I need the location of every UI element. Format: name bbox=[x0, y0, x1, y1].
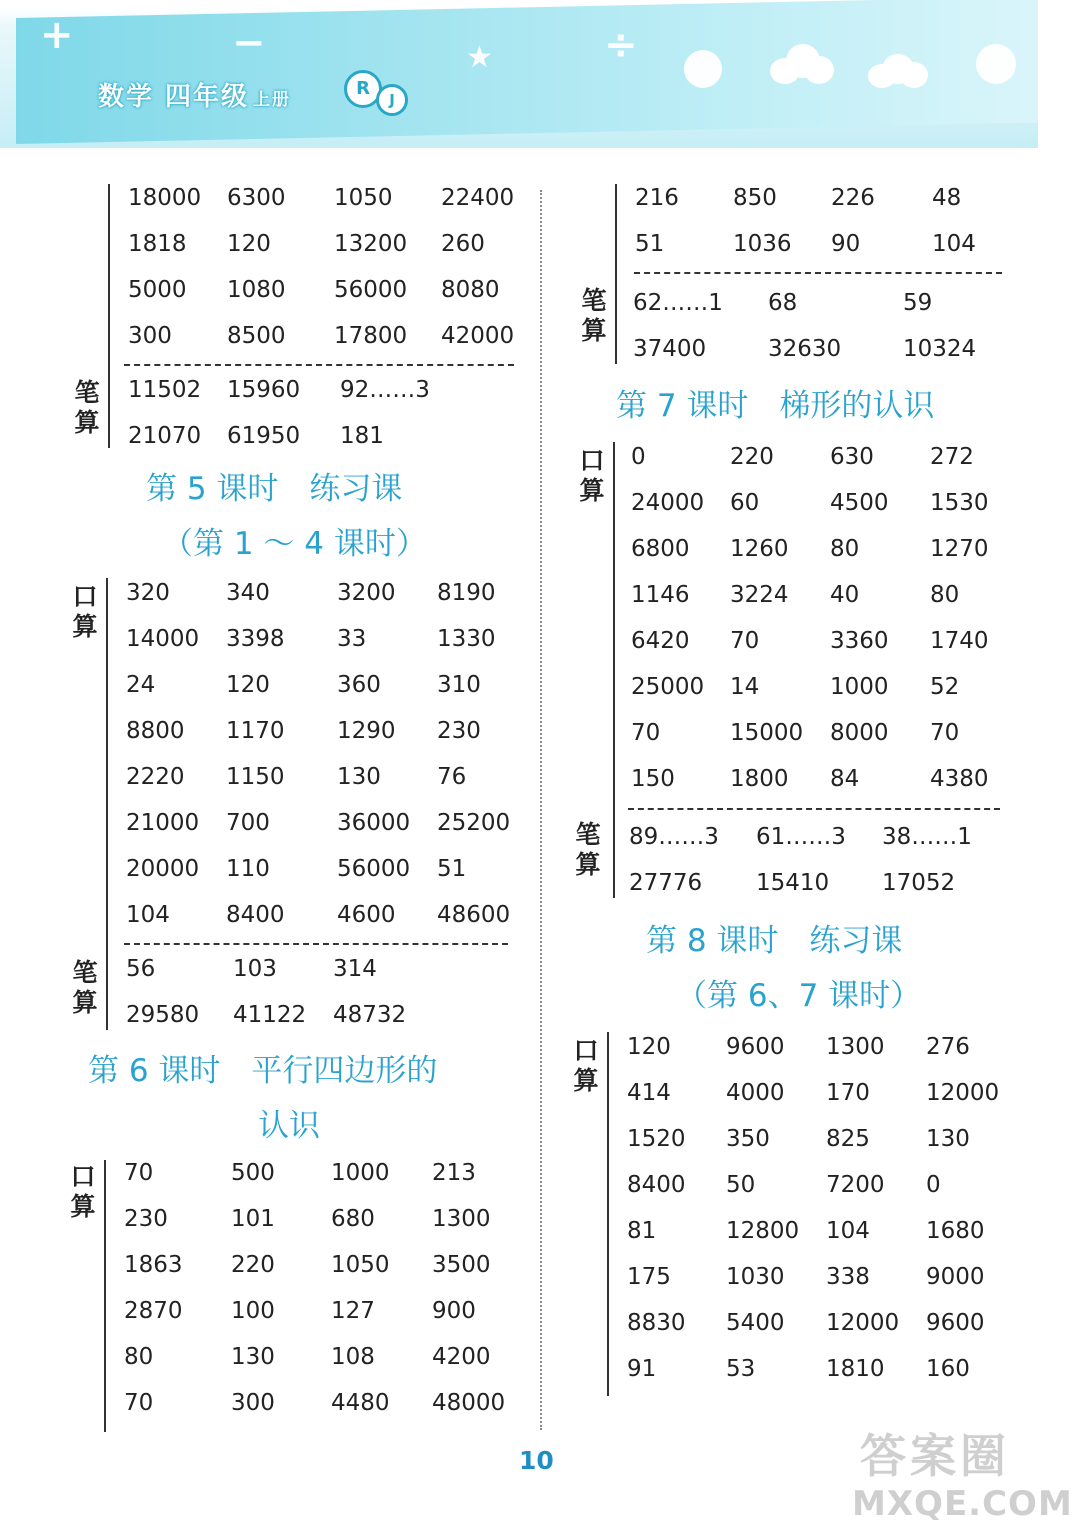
answer-cell: 8830 bbox=[627, 1310, 686, 1336]
answer-cell: 8190 bbox=[437, 580, 496, 606]
answer-cell: 6300 bbox=[227, 185, 286, 211]
answer-cell: 90 bbox=[831, 231, 861, 257]
header-banner bbox=[0, 0, 1038, 148]
answer-cell: 1260 bbox=[730, 536, 789, 562]
answer-cell: 59 bbox=[903, 290, 933, 316]
snowflake-icon bbox=[976, 44, 1016, 84]
answer-cell: 3500 bbox=[432, 1252, 491, 1278]
answer-cell: 2870 bbox=[124, 1298, 183, 1324]
right-block1-rule bbox=[615, 184, 617, 364]
answer-cell: 338 bbox=[826, 1264, 870, 1290]
answer-cell: 272 bbox=[930, 444, 974, 470]
answer-cell: 350 bbox=[726, 1126, 770, 1152]
answer-cell: 314 bbox=[333, 956, 377, 982]
answer-cell: 68 bbox=[768, 290, 798, 316]
answer-cell: 14 bbox=[730, 674, 760, 700]
answer-cell: 300 bbox=[231, 1390, 275, 1416]
answer-cell: 42000 bbox=[441, 323, 515, 349]
answer-cell: 1818 bbox=[128, 231, 187, 257]
answer-cell: 100 bbox=[231, 1298, 275, 1324]
answer-cell: 20000 bbox=[126, 856, 200, 882]
answer-cell: 8080 bbox=[441, 277, 500, 303]
answer-cell: 61……3 bbox=[756, 824, 846, 850]
oral-calc-label: 口算 bbox=[72, 582, 98, 641]
answer-cell: 127 bbox=[331, 1298, 375, 1324]
answer-cell: 230 bbox=[437, 718, 481, 744]
answer-cell: 70 bbox=[124, 1160, 154, 1186]
answer-cell: 104 bbox=[126, 902, 170, 928]
answer-cell: 8400 bbox=[627, 1172, 686, 1198]
lesson5-subheading: （第 1 ～ 4 课时） bbox=[162, 526, 427, 562]
answer-cell: 220 bbox=[730, 444, 774, 470]
answer-cell: 276 bbox=[926, 1034, 970, 1060]
left-block5-rule bbox=[106, 578, 108, 1030]
answer-cell: 21070 bbox=[128, 423, 202, 449]
answer-cell: 3398 bbox=[226, 626, 285, 652]
answer-cell: 70 bbox=[124, 1390, 154, 1416]
answer-cell: 8000 bbox=[830, 720, 889, 746]
answer-cell: 680 bbox=[331, 1206, 375, 1232]
answer-cell: 80 bbox=[124, 1344, 154, 1370]
answer-cell: 38……1 bbox=[882, 824, 972, 850]
answer-cell: 104 bbox=[826, 1218, 870, 1244]
answer-cell: 48 bbox=[932, 185, 962, 211]
answer-cell: 41122 bbox=[233, 1002, 307, 1028]
answer-cell: 260 bbox=[441, 231, 485, 257]
answer-cell: 8500 bbox=[227, 323, 286, 349]
answer-cell: 1520 bbox=[627, 1126, 686, 1152]
answer-cell: 104 bbox=[932, 231, 976, 257]
answer-cell: 216 bbox=[635, 185, 679, 211]
right-block8-rule bbox=[607, 1032, 609, 1396]
lesson8-subheading: （第 6、7 课时） bbox=[676, 978, 922, 1014]
answer-cell: 1270 bbox=[930, 536, 989, 562]
answer-cell: 1050 bbox=[334, 185, 393, 211]
answer-cell: 27776 bbox=[629, 870, 703, 896]
answer-cell: 181 bbox=[340, 423, 384, 449]
answer-cell: 9600 bbox=[726, 1034, 785, 1060]
answer-cell: 1530 bbox=[930, 490, 989, 516]
answer-cell: 15960 bbox=[227, 377, 301, 403]
answer-cell: 213 bbox=[432, 1160, 476, 1186]
answer-cell: 6420 bbox=[631, 628, 690, 654]
answer-cell: 1863 bbox=[124, 1252, 183, 1278]
answer-cell: 120 bbox=[227, 231, 271, 257]
answer-cell: 1150 bbox=[226, 764, 285, 790]
answer-cell: 1740 bbox=[930, 628, 989, 654]
answer-cell: 51 bbox=[635, 231, 665, 257]
answer-cell: 108 bbox=[331, 1344, 375, 1370]
answer-cell: 11502 bbox=[128, 377, 202, 403]
answer-cell: 170 bbox=[826, 1080, 870, 1106]
answer-cell: 25000 bbox=[631, 674, 705, 700]
answer-cell: 1680 bbox=[926, 1218, 985, 1244]
answer-cell: 160 bbox=[926, 1356, 970, 1382]
answer-cell: 84 bbox=[830, 766, 860, 792]
divider-dashed bbox=[628, 808, 1000, 810]
answer-cell: 80 bbox=[930, 582, 960, 608]
answer-cell: 4380 bbox=[930, 766, 989, 792]
star-icon: ★ bbox=[466, 40, 493, 75]
oral-calc-label: 口算 bbox=[579, 446, 605, 505]
answer-cell: 320 bbox=[126, 580, 170, 606]
answer-cell: 150 bbox=[631, 766, 675, 792]
answer-cell: 12000 bbox=[926, 1080, 1000, 1106]
answer-cell: 1030 bbox=[726, 1264, 785, 1290]
answer-cell: 62……1 bbox=[633, 290, 723, 316]
answer-cell: 4000 bbox=[726, 1080, 785, 1106]
lesson5-heading: 第 5 课时 练习课 bbox=[146, 471, 403, 507]
answer-cell: 2220 bbox=[126, 764, 185, 790]
answer-cell: 37400 bbox=[633, 336, 707, 362]
answer-cell: 0 bbox=[926, 1172, 941, 1198]
answer-cell: 60 bbox=[730, 490, 760, 516]
answer-cell: 13200 bbox=[334, 231, 408, 257]
answer-cell: 14000 bbox=[126, 626, 200, 652]
answer-cell: 12800 bbox=[726, 1218, 800, 1244]
answer-cell: 24 bbox=[126, 672, 156, 698]
answer-cell: 1290 bbox=[337, 718, 396, 744]
lesson6-heading-cont: 认识 bbox=[258, 1108, 320, 1144]
divide-icon: ÷ bbox=[604, 22, 638, 68]
badge-r: R bbox=[344, 70, 382, 108]
answer-cell: 12000 bbox=[826, 1310, 900, 1336]
plus-icon: + bbox=[40, 12, 74, 58]
answer-cell: 130 bbox=[231, 1344, 275, 1370]
written-calc-label: 笔算 bbox=[74, 378, 100, 437]
left-block1-rule bbox=[108, 184, 110, 448]
answer-cell: 630 bbox=[830, 444, 874, 470]
answer-cell: 29580 bbox=[126, 1002, 200, 1028]
divider-dashed bbox=[124, 943, 508, 945]
book-title: 数学 四年级 上册 bbox=[98, 82, 292, 112]
answer-cell: 10324 bbox=[903, 336, 977, 362]
minus-icon: − bbox=[232, 20, 266, 66]
answer-cell: 91 bbox=[627, 1356, 657, 1382]
cloud-icon bbox=[770, 44, 834, 84]
answer-cell: 3224 bbox=[730, 582, 789, 608]
answer-cell: 130 bbox=[337, 764, 381, 790]
answer-cell: 1050 bbox=[331, 1252, 390, 1278]
answer-cell: 1036 bbox=[733, 231, 792, 257]
answer-cell: 15000 bbox=[730, 720, 804, 746]
answer-cell: 340 bbox=[226, 580, 270, 606]
badge-j: J bbox=[376, 84, 408, 116]
answer-cell: 5000 bbox=[128, 277, 187, 303]
answer-cell: 1300 bbox=[826, 1034, 885, 1060]
answer-cell: 130 bbox=[926, 1126, 970, 1152]
rain-cloud-icon bbox=[868, 54, 932, 98]
answer-cell: 9000 bbox=[926, 1264, 985, 1290]
answer-cell: 220 bbox=[231, 1252, 275, 1278]
answer-cell: 8400 bbox=[226, 902, 285, 928]
answer-cell: 76 bbox=[437, 764, 467, 790]
answer-cell: 1170 bbox=[226, 718, 285, 744]
answer-cell: 1330 bbox=[437, 626, 496, 652]
answer-cell: 1146 bbox=[631, 582, 690, 608]
written-calc-label: 笔算 bbox=[575, 820, 601, 879]
answer-cell: 3360 bbox=[830, 628, 889, 654]
divider-dashed bbox=[124, 364, 514, 366]
watermark-logo: 答案圈 MXQE.COM bbox=[852, 1429, 1073, 1524]
written-calc-label: 笔算 bbox=[72, 958, 98, 1017]
answer-cell: 32630 bbox=[768, 336, 842, 362]
lesson8-heading: 第 8 课时 练习课 bbox=[646, 923, 903, 959]
answer-cell: 300 bbox=[128, 323, 172, 349]
answer-cell: 36000 bbox=[337, 810, 411, 836]
divider-dashed bbox=[634, 272, 1002, 274]
answer-cell: 56000 bbox=[337, 856, 411, 882]
answer-cell: 175 bbox=[627, 1264, 671, 1290]
answer-cell: 48000 bbox=[432, 1390, 506, 1416]
written-calc-label: 笔算 bbox=[581, 286, 607, 345]
sun-icon bbox=[684, 50, 722, 88]
oral-calc-label: 口算 bbox=[573, 1036, 599, 1095]
answer-cell: 70 bbox=[730, 628, 760, 654]
answer-cell: 7200 bbox=[826, 1172, 885, 1198]
answer-cell: 1080 bbox=[227, 277, 286, 303]
answer-cell: 21000 bbox=[126, 810, 200, 836]
answer-cell: 700 bbox=[226, 810, 270, 836]
answer-cell: 110 bbox=[226, 856, 270, 882]
answer-cell: 4200 bbox=[432, 1344, 491, 1370]
oral-calc-label: 口算 bbox=[70, 1162, 96, 1221]
answer-cell: 4500 bbox=[830, 490, 889, 516]
answer-cell: 500 bbox=[231, 1160, 275, 1186]
answer-cell: 40 bbox=[830, 582, 860, 608]
answer-cell: 53 bbox=[726, 1356, 756, 1382]
answer-cell: 50 bbox=[726, 1172, 756, 1198]
answer-cell: 4480 bbox=[331, 1390, 390, 1416]
answer-cell: 1810 bbox=[826, 1356, 885, 1382]
answer-cell: 230 bbox=[124, 1206, 168, 1232]
answer-cell: 17800 bbox=[334, 323, 408, 349]
answer-cell: 3200 bbox=[337, 580, 396, 606]
lesson7-heading: 第 7 课时 梯形的认识 bbox=[616, 388, 935, 424]
answer-cell: 24000 bbox=[631, 490, 705, 516]
answer-cell: 5400 bbox=[726, 1310, 785, 1336]
answer-cell: 22400 bbox=[441, 185, 515, 211]
answer-cell: 81 bbox=[627, 1218, 657, 1244]
answer-cell: 825 bbox=[826, 1126, 870, 1152]
answer-cell: 56000 bbox=[334, 277, 408, 303]
answer-cell: 226 bbox=[831, 185, 875, 211]
answer-cell: 18000 bbox=[128, 185, 202, 211]
answer-cell: 414 bbox=[627, 1080, 671, 1106]
answer-cell: 33 bbox=[337, 626, 367, 652]
answer-cell: 101 bbox=[231, 1206, 275, 1232]
answer-cell: 900 bbox=[432, 1298, 476, 1324]
answer-cell: 120 bbox=[226, 672, 270, 698]
answer-cell: 850 bbox=[733, 185, 777, 211]
answer-cell: 56 bbox=[126, 956, 156, 982]
page-number: 10 bbox=[519, 1446, 554, 1475]
answer-cell: 48600 bbox=[437, 902, 511, 928]
answer-cell: 9600 bbox=[926, 1310, 985, 1336]
answer-cell: 103 bbox=[233, 956, 277, 982]
answer-cell: 48732 bbox=[333, 1002, 407, 1028]
answer-cell: 8800 bbox=[126, 718, 185, 744]
answer-cell: 52 bbox=[930, 674, 960, 700]
right-block7-rule bbox=[613, 442, 615, 898]
answer-cell: 70 bbox=[930, 720, 960, 746]
answer-cell: 360 bbox=[337, 672, 381, 698]
answer-cell: 6800 bbox=[631, 536, 690, 562]
answer-cell: 51 bbox=[437, 856, 467, 882]
answer-cell: 17052 bbox=[882, 870, 956, 896]
answer-cell: 15410 bbox=[756, 870, 830, 896]
answer-cell: 89……3 bbox=[629, 824, 719, 850]
answer-cell: 1000 bbox=[331, 1160, 390, 1186]
answer-cell: 1000 bbox=[830, 674, 889, 700]
answer-cell: 0 bbox=[631, 444, 646, 470]
column-divider bbox=[540, 190, 542, 1430]
lesson6-heading: 第 6 课时 平行四边形的 bbox=[88, 1053, 438, 1089]
answer-cell: 120 bbox=[627, 1034, 671, 1060]
answer-cell: 1800 bbox=[730, 766, 789, 792]
answer-cell: 310 bbox=[437, 672, 481, 698]
answer-cell: 4600 bbox=[337, 902, 396, 928]
answer-cell: 61950 bbox=[227, 423, 301, 449]
answer-cell: 70 bbox=[631, 720, 661, 746]
left-block6-rule bbox=[104, 1160, 106, 1432]
answer-cell: 25200 bbox=[437, 810, 511, 836]
answer-cell: 80 bbox=[830, 536, 860, 562]
answer-cell: 92……3 bbox=[340, 377, 430, 403]
answer-cell: 1300 bbox=[432, 1206, 491, 1232]
